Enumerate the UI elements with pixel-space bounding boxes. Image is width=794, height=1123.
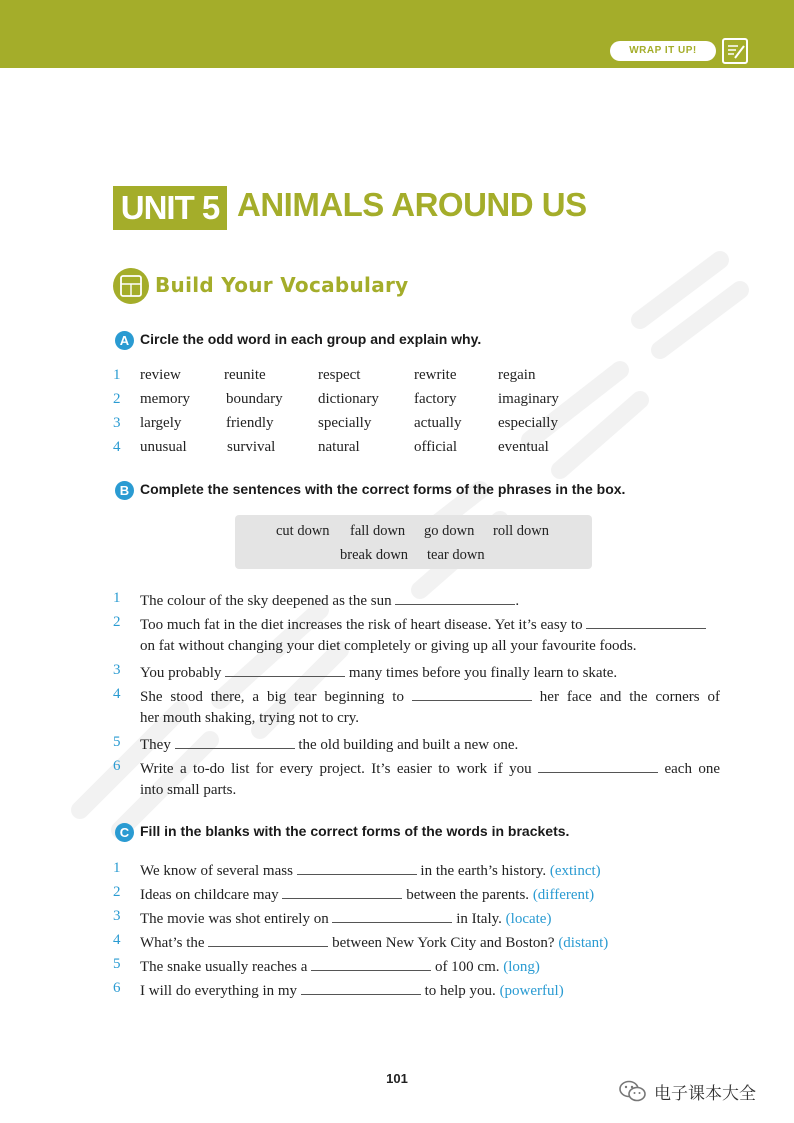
sentence-text: the old building and built a new one. — [298, 737, 519, 753]
word-hint: (different) — [532, 887, 595, 903]
sentence-text: I will do everything in my — [140, 983, 298, 999]
brand-watermark — [618, 1076, 756, 1106]
word: dictionary — [318, 391, 379, 407]
answer-blank[interactable] — [208, 932, 328, 947]
word: actually — [414, 415, 462, 431]
sentence — [140, 980, 720, 1000]
word: memory — [140, 391, 190, 407]
answer-blank[interactable] — [301, 980, 421, 995]
sentence-number: 6 — [113, 758, 121, 774]
answer-blank[interactable] — [282, 884, 402, 899]
sentence-text: The movie was shot entirely on — [140, 911, 329, 927]
sentence-number: 4 — [113, 686, 121, 702]
section-a-instruction: Circle the odd word in each group and explain why. — [140, 331, 482, 347]
sentence-text: Too much fat in the diet increases the risk of heart disease. Yet it’s easy to — [140, 617, 583, 633]
word: imaginary — [498, 391, 559, 407]
sentence-number: 5 — [113, 956, 121, 972]
sentence-continuation: her mouth shaking, trying not to cry. — [140, 710, 359, 726]
sentence-number: 3 — [113, 662, 121, 678]
sentence-number: 5 — [113, 734, 121, 750]
sentence-number: 2 — [113, 884, 121, 900]
sentence — [140, 860, 720, 880]
sentence-continuation: into small parts. — [140, 782, 237, 798]
sentence-text: between the parents. — [406, 887, 530, 903]
word-hint: (locate) — [505, 911, 552, 927]
sentence-text: What’s the — [140, 935, 205, 951]
group-number: 1 — [113, 367, 121, 383]
phrase: go down — [424, 523, 475, 539]
sentence-number: 2 — [113, 614, 121, 630]
sentence-text: . — [515, 593, 520, 609]
sentence-text: The snake usually reaches a — [140, 959, 308, 975]
phrase: break down — [340, 547, 409, 563]
vocab-title: Build Your Vocabulary — [155, 273, 409, 297]
sentence-number: 4 — [113, 932, 121, 948]
answer-blank[interactable] — [311, 956, 431, 971]
word: survival — [227, 439, 276, 455]
brand-text: 电子课本大全 — [654, 1083, 756, 1104]
sentence — [140, 884, 720, 904]
sentence — [140, 932, 720, 952]
sentence-number: 1 — [113, 860, 121, 876]
sentence-text: She stood there, a big tear beginning to — [140, 689, 404, 705]
word: natural — [318, 439, 360, 455]
sentence — [140, 758, 720, 778]
sentence-text: many times before you finally learn to skate. — [348, 665, 618, 681]
section-c-instruction: Fill in the blanks with the correct forms of the words in brackets. — [140, 823, 570, 839]
sentence — [140, 734, 720, 754]
unit-label: UNIT 5 — [113, 186, 227, 230]
sentence-text: Write a to-do list for every project. It’s easier to work if you — [140, 761, 532, 777]
word: official — [414, 439, 458, 455]
sentence-text: of 100 cm. — [434, 959, 500, 975]
word-hint: (long) — [503, 959, 540, 975]
sentence — [140, 686, 720, 706]
answer-blank[interactable] — [412, 686, 532, 701]
sentence-text: You probably — [140, 665, 222, 681]
wechat-icon — [618, 1079, 648, 1103]
answer-blank[interactable] — [332, 908, 452, 923]
section-c-badge: C — [115, 823, 134, 842]
word: unusual — [140, 439, 187, 455]
sentence-text: The colour of the sky deepened as the sun — [140, 593, 392, 609]
word: specially — [318, 415, 372, 431]
sentence-text: between New York City and Boston? — [332, 935, 555, 951]
answer-blank[interactable] — [586, 614, 706, 629]
sentence-text: her face and the corners of — [539, 689, 721, 705]
sentence-text: Ideas on childcare may — [140, 887, 279, 903]
word: largely — [140, 415, 182, 431]
sentence-text: in Italy. — [456, 911, 502, 927]
phrase: roll down — [493, 523, 549, 539]
section-b-badge: B — [115, 481, 134, 500]
sentence-number: 1 — [113, 590, 121, 606]
group-number: 2 — [113, 391, 121, 407]
sentence-text: in the earth’s history. — [420, 863, 547, 879]
word: reunite — [224, 367, 266, 383]
page-number: 101 — [386, 1071, 408, 1086]
section-a-badge: A — [115, 331, 134, 350]
word: review — [140, 367, 181, 383]
word: rewrite — [414, 367, 457, 383]
sentence-continuation: on fat without changing your diet completely or giving up all your favourite foods. — [140, 638, 637, 654]
sentence — [140, 590, 720, 610]
word-hint: (powerful) — [499, 983, 564, 999]
sentence — [140, 614, 720, 634]
sentence — [140, 908, 720, 928]
answer-blank[interactable] — [297, 860, 417, 875]
answer-blank[interactable] — [175, 734, 295, 749]
word: regain — [498, 367, 536, 383]
sentence-number: 6 — [113, 980, 121, 996]
word: friendly — [226, 415, 274, 431]
word: eventual — [498, 439, 549, 455]
word: respect — [318, 367, 361, 383]
sentence-text: We know of several mass — [140, 863, 293, 879]
sentence-number: 3 — [113, 908, 121, 924]
sentence-text: They — [140, 737, 171, 753]
phrase: tear down — [427, 547, 485, 563]
section-b-instruction: Complete the sentences with the correct forms of the phrases in the box. — [140, 481, 626, 497]
group-number: 4 — [113, 439, 121, 455]
notebook-pencil-icon — [722, 38, 748, 64]
word-hint: (distant) — [558, 935, 609, 951]
answer-blank[interactable] — [395, 590, 515, 605]
sentence-text: to help you. — [424, 983, 496, 999]
group-number: 3 — [113, 415, 121, 431]
word: especially — [498, 415, 558, 431]
wrap-it-up-label: WRAP IT UP! — [610, 41, 716, 61]
word: factory — [414, 391, 457, 407]
answer-blank[interactable] — [538, 758, 658, 773]
sentence — [140, 662, 720, 682]
sentence-text: each one — [664, 761, 721, 777]
phrase: cut down — [276, 523, 330, 539]
word: boundary — [226, 391, 283, 407]
abc-blocks-icon — [113, 268, 149, 304]
sentence — [140, 956, 720, 976]
answer-blank[interactable] — [225, 662, 345, 677]
word-hint: (extinct) — [549, 863, 601, 879]
phrase: fall down — [350, 523, 406, 539]
unit-title: ANIMALS AROUND US — [237, 186, 587, 223]
